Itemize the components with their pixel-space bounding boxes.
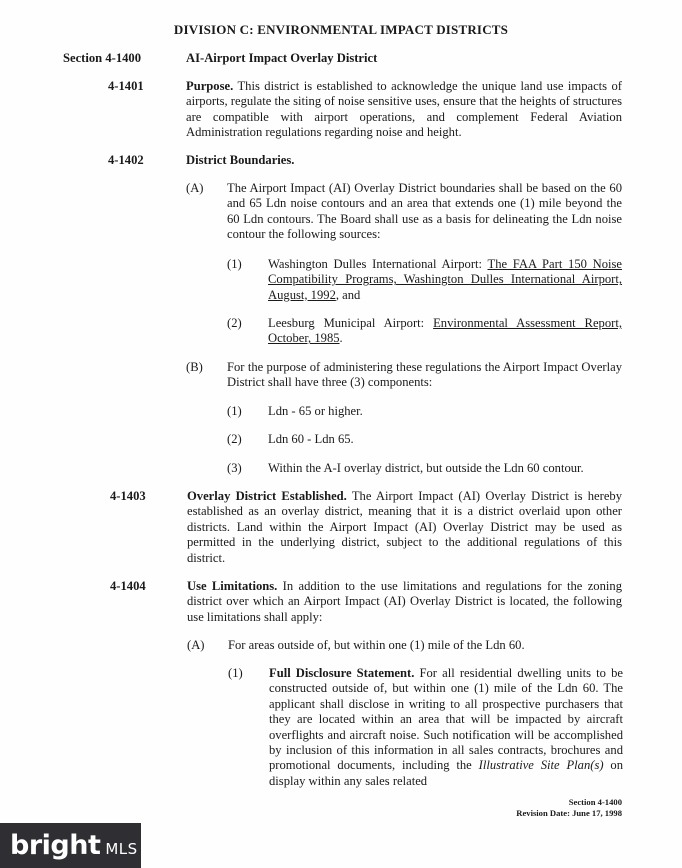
- marker-use-a1: (1): [228, 666, 243, 680]
- clause-number-4-1403: 4-1403: [110, 489, 146, 503]
- clause-heading: Overlay District Established.: [187, 489, 347, 503]
- source-tail: .: [339, 331, 343, 346]
- boundaries-text-a: The Airport Impact (AI) Overlay District boundaries shall be based on the 60 and 65 Ldn noise contours and an area that extends one (1) mile beyond the 60 Ldn contours. The Board shall use as a basis for delineating the Ldn noise contour the following sources:: [227, 181, 622, 242]
- boundaries-text-b: For the purpose of administering these regulations the Airport Impact Overlay District shall have three (3) components:: [227, 360, 622, 390]
- section-title: AI-Airport Impact Overlay District: [186, 51, 378, 65]
- marker-a1: (1): [227, 257, 242, 271]
- marker-b1: (1): [227, 404, 242, 418]
- clause-number-4-1402: 4-1402: [108, 153, 144, 167]
- marker-b3: (3): [227, 461, 242, 475]
- marker-use-a: (A): [187, 638, 205, 652]
- clause-4-1404: [187, 579, 622, 625]
- component-1: Ldn - 65 or higher.: [268, 404, 363, 418]
- source-reference: Environmental Assessment Report, October, 1985: [268, 316, 622, 346]
- clause-text: The Airport Impact (AI) Overlay District is hereby established as an overlay district, meaning that it is a district overlaid upon other districts. Land within the Airport Impact (AI) Overlay District may be used as permitted in the underlying district, subject to the additional regulations of this district.: [187, 489, 623, 565]
- footer-revision-date: Revision Date: June 17, 1998: [516, 808, 622, 818]
- division-title: DIVISION C: ENVIRONMENTAL IMPACT DISTRICTS: [173, 22, 509, 37]
- clause-text: In addition to the use limitations and regulations for the zoning district over which an Airport Impact (AI) Overlay District is located, the following use limitations shall apply:: [187, 579, 622, 624]
- marker-b2: (2): [227, 432, 242, 446]
- clause-heading: Use Limitations.: [187, 579, 278, 593]
- bright-mls-logo: [0, 823, 141, 868]
- footer-section: Section 4-1400: [568, 797, 622, 807]
- source-reference: The FAA Part 150 Noise Compatibility Programs, Washington Dulles International Airport, August, 1992: [268, 257, 622, 302]
- clause-text: For all residential dwelling units to be constructed outside of, but within one (1) mile of the Ldn 60. The applicant shall disclose in writing to all prospective purchasers that they are located within an area that will be impacted by aircraft overflights and aircraft noise. Such notification will be accomplished by inclusion of this information in all sales contracts, brochures and promotional documents, including the: [269, 666, 623, 773]
- clause-heading-4-1402: District Boundaries.: [186, 153, 295, 167]
- use-limitation-a: For areas outside of, but within one (1) mile of the Ldn 60.: [228, 638, 525, 652]
- marker-b: (B): [186, 360, 203, 374]
- source-lead: Washington Dulles International Airport:: [268, 257, 483, 271]
- italic-reference: Illustrative Site Plan(s): [478, 758, 604, 773]
- clause-heading: Full Disclosure Statement.: [269, 666, 415, 680]
- full-disclosure-statement: [269, 666, 623, 789]
- logo-brand: bright: [10, 830, 101, 861]
- clause-number-4-1401: 4-1401: [108, 79, 144, 93]
- logo-suffix: MLS: [105, 839, 138, 858]
- clause-heading: Purpose.: [186, 79, 234, 93]
- component-2: Ldn 60 - Ldn 65.: [268, 432, 354, 446]
- clause-text: This district is established to acknowledge the unique land use impacts of airports, regulate the siting of noise sensitive uses, ensure that the heights of structures are compatible with airport operations, and complement Federal Aviation Administration regulations regarding noise and height.: [186, 79, 623, 140]
- clause-4-1401: [186, 79, 622, 141]
- clause-4-1403: [187, 489, 622, 566]
- marker-a: (A): [186, 181, 204, 195]
- source-leesburg: [268, 316, 622, 347]
- clause-number-4-1404: 4-1404: [110, 579, 146, 593]
- clause-text-tail: on display within any sales related: [269, 758, 623, 788]
- marker-a2: (2): [227, 316, 242, 330]
- source-tail: , and: [335, 287, 361, 302]
- source-lead: Leesburg Municipal Airport:: [268, 316, 425, 330]
- section-number: Section 4-1400: [63, 51, 142, 65]
- source-dulles: [268, 257, 622, 303]
- component-3: Within the A-I overlay district, but outside the Ldn 60 contour.: [268, 461, 584, 475]
